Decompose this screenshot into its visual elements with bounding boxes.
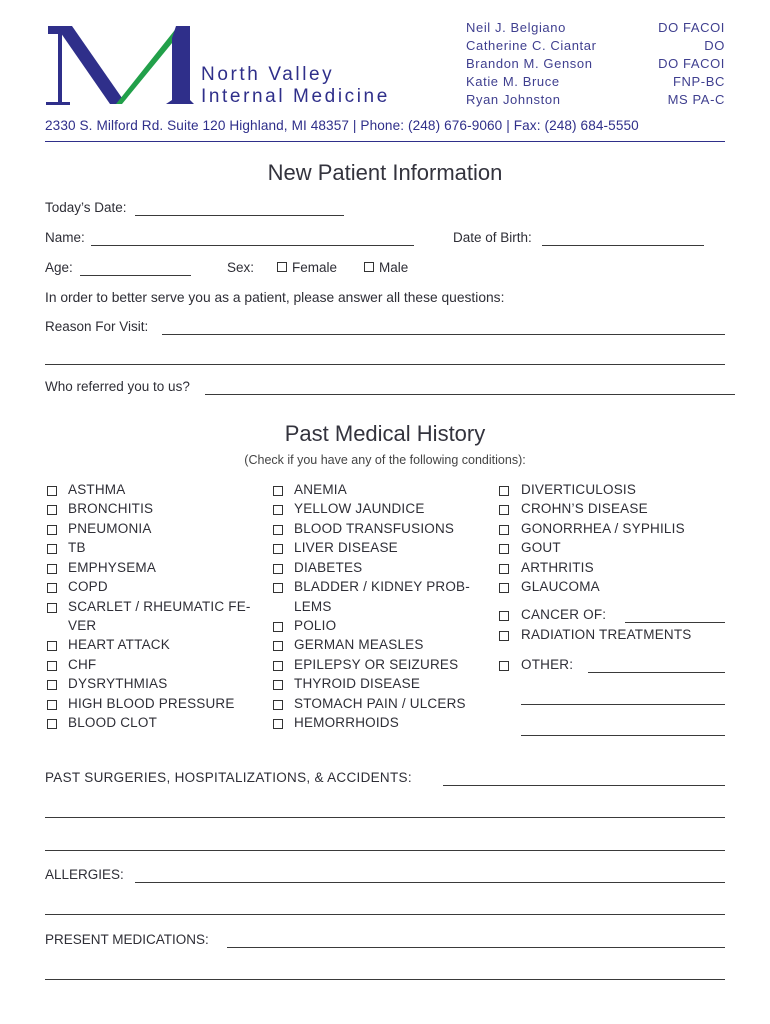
provider-credential: DO FACOI — [658, 56, 725, 71]
condition-checkbox[interactable] — [47, 544, 57, 554]
condition-checkbox[interactable] — [273, 719, 283, 729]
medical-history-title: Past Medical History — [284, 421, 486, 446]
condition-checkbox[interactable] — [499, 505, 509, 515]
condition-label: SCARLET / RHEUMATIC FE- — [68, 599, 251, 614]
provider-name: Brandon M. Genson — [466, 56, 593, 71]
medical-history-subtitle: (Check if you have any of the following conditions): — [244, 453, 526, 467]
condition-checkbox[interactable] — [499, 583, 509, 593]
condition-checkbox[interactable] — [273, 525, 283, 535]
condition-label: ASTHMA — [68, 482, 126, 497]
todays-date-field[interactable] — [135, 215, 344, 216]
condition-checkbox[interactable] — [273, 583, 283, 593]
condition-label: CHF — [68, 657, 97, 672]
other-label: OTHER: — [521, 657, 574, 672]
condition-checkbox[interactable] — [47, 719, 57, 729]
condition-label: HEMORRHOIDS — [294, 715, 399, 730]
allergies-field[interactable] — [135, 882, 725, 883]
condition-label: THYROID DISEASE — [294, 676, 421, 691]
other-field[interactable] — [588, 672, 725, 673]
condition-checkbox[interactable] — [273, 700, 283, 710]
radiation-label: RADIATION TREATMENTS — [521, 627, 692, 642]
condition-label: YELLOW JAUNDICE — [294, 501, 425, 516]
condition-label: DIVERTICULOSIS — [521, 482, 637, 497]
provider-name: Katie M. Bruce — [466, 74, 560, 89]
name-field[interactable] — [91, 245, 414, 246]
provider-credential: FNP-BC — [673, 74, 725, 89]
referred-field[interactable] — [205, 394, 735, 395]
condition-label: POLIO — [294, 618, 337, 633]
condition-label: EPILEPSY OR SEIZURES — [294, 657, 459, 672]
condition-label: PNEUMONIA — [68, 521, 152, 536]
condition-checkbox[interactable] — [47, 603, 57, 613]
condition-label: GONORRHEA / SYPHILIS — [521, 521, 685, 536]
condition-label: DYSRYTHMIAS — [68, 676, 168, 691]
age-label: Age: — [45, 260, 73, 275]
reason-field[interactable] — [162, 334, 725, 335]
other-checkbox[interactable] — [499, 661, 509, 671]
logo-n-diagonal — [56, 26, 122, 104]
condition-checkbox[interactable] — [47, 583, 57, 593]
clinic-logo — [44, 24, 194, 106]
condition-label: HIGH BLOOD PRESSURE — [68, 696, 235, 711]
condition-label: BRONCHITIS — [68, 501, 154, 516]
condition-checkbox[interactable] — [273, 486, 283, 496]
other-field-line2[interactable] — [521, 704, 725, 705]
clinic-name-line2: Internal Medicine — [201, 86, 390, 107]
female-label: Female — [292, 260, 338, 275]
condition-checkbox[interactable] — [273, 641, 283, 651]
cancer-checkbox[interactable] — [499, 611, 509, 621]
header-divider — [45, 141, 725, 142]
condition-label: GOUT — [521, 540, 561, 555]
provider-name: Catherine C. Ciantar — [466, 38, 597, 53]
condition-checkbox[interactable] — [499, 564, 509, 574]
condition-checkbox[interactable] — [273, 544, 283, 554]
condition-checkbox[interactable] — [47, 641, 57, 651]
condition-checkbox[interactable] — [273, 680, 283, 690]
condition-checkbox[interactable] — [499, 525, 509, 535]
contact-line: 2330 S. Milford Rd. Suite 120 Highland, MI 48357 | Phone: (248) 676-9060 | Fax: (248) 684-5550 — [45, 118, 639, 133]
surgeries-label: PAST SURGERIES, HOSPITALIZATIONS, & ACCIDENTS: — [45, 770, 412, 785]
provider-name: Neil J. Belgiano — [466, 20, 566, 35]
logo-serif-base — [46, 102, 70, 105]
radiation-checkbox[interactable] — [499, 631, 509, 641]
condition-label: BLOOD CLOT — [68, 715, 158, 730]
condition-checkbox[interactable] — [47, 680, 57, 690]
provider-credential: DO FACOI — [658, 20, 725, 35]
medications-field-line2[interactable] — [45, 979, 725, 980]
provider-credential: MS PA-C — [667, 92, 725, 107]
condition-checkbox[interactable] — [47, 505, 57, 515]
reason-label: Reason For Visit: — [45, 319, 149, 334]
allergies-field-line2[interactable] — [45, 914, 725, 915]
allergies-label: ALLERGIES: — [45, 867, 124, 882]
dob-label: Date of Birth: — [453, 230, 532, 245]
condition-label: GERMAN MEASLES — [294, 637, 424, 652]
condition-label-wrap: LEMS — [294, 599, 332, 614]
dob-field[interactable] — [542, 245, 704, 246]
other-field-line3[interactable] — [521, 735, 725, 736]
condition-checkbox[interactable] — [499, 486, 509, 496]
condition-checkbox[interactable] — [47, 486, 57, 496]
condition-label: CROHN’S DISEASE — [521, 501, 648, 516]
medications-field[interactable] — [227, 947, 725, 948]
female-checkbox[interactable] — [277, 262, 287, 272]
surgeries-field-line2[interactable] — [45, 817, 725, 818]
provider-credential: DO — [704, 38, 725, 53]
sex-label: Sex: — [227, 260, 255, 275]
condition-label: ARTHRITIS — [521, 560, 594, 575]
condition-label: HEART ATTACK — [68, 637, 170, 652]
reason-field-line2[interactable] — [45, 364, 725, 365]
clinic-name-line1: North Valley — [201, 64, 335, 85]
new-patient-title: New Patient Information — [267, 160, 503, 185]
medications-label: PRESENT MEDICATIONS: — [45, 932, 209, 947]
condition-checkbox[interactable] — [47, 525, 57, 535]
cancer-field[interactable] — [625, 622, 725, 623]
cancer-label: CANCER OF: — [521, 607, 607, 622]
condition-checkbox[interactable] — [273, 661, 283, 671]
condition-checkbox[interactable] — [273, 564, 283, 574]
condition-label: COPD — [68, 579, 108, 594]
name-label: Name: — [45, 230, 85, 245]
logo-n-left-stem — [48, 26, 62, 104]
surgeries-field[interactable] — [443, 785, 725, 786]
condition-label-wrap: VER — [68, 618, 97, 633]
male-checkbox[interactable] — [364, 262, 374, 272]
condition-label: TB — [68, 540, 86, 555]
condition-label: ANEMIA — [294, 482, 347, 497]
condition-checkbox[interactable] — [273, 622, 283, 632]
male-label: Male — [379, 260, 409, 275]
intro-prompt: In order to better serve you as a patient, please answer all these questions: — [45, 290, 505, 305]
age-field[interactable] — [80, 275, 191, 276]
condition-label: LIVER DISEASE — [294, 540, 398, 555]
condition-label: DIABETES — [294, 560, 363, 575]
provider-name: Ryan Johnston — [466, 92, 561, 107]
condition-checkbox[interactable] — [47, 661, 57, 671]
condition-checkbox[interactable] — [47, 564, 57, 574]
condition-label: BLADDER / KIDNEY PROB- — [294, 579, 470, 594]
condition-checkbox[interactable] — [499, 544, 509, 554]
condition-label: BLOOD TRANSFUSIONS — [294, 521, 455, 536]
condition-label: GLAUCOMA — [521, 579, 600, 594]
condition-label: STOMACH PAIN / ULCERS — [294, 696, 466, 711]
surgeries-field-line3[interactable] — [45, 850, 725, 851]
condition-label: EMPHYSEMA — [68, 560, 157, 575]
condition-checkbox[interactable] — [273, 505, 283, 515]
todays-date-label: Today’s Date: — [45, 200, 127, 215]
referred-label: Who referred you to us? — [45, 379, 190, 394]
condition-checkbox[interactable] — [47, 700, 57, 710]
